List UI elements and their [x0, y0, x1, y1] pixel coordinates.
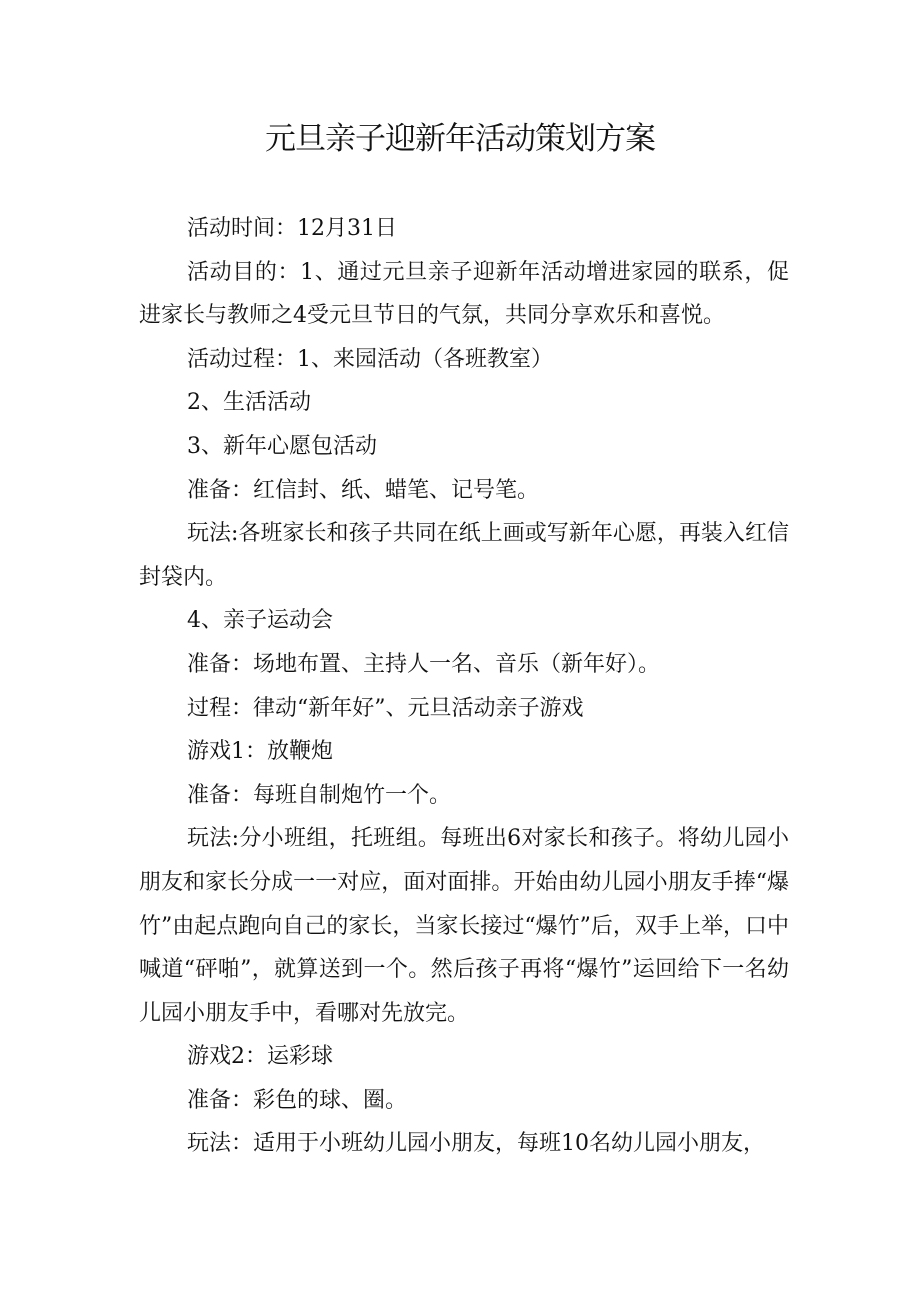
paragraph-game-1-prep: 准备：每班自制炮竹一个。	[187, 782, 452, 808]
paragraph-life-activity: 2、生活活动	[187, 390, 311, 416]
paragraph-sports-meet-prep: 准备：场地布置、主持人一名、音乐（新年好）。	[187, 651, 661, 677]
document-body	[139, 207, 789, 1166]
paragraph-game-2-prep: 准备：彩色的球、圈。	[187, 1087, 408, 1113]
paragraph-game-1-rules: 玩法:分小班组，托班组。每班出6对家长和孩子。将幼儿园小朋友和家长分成一一对应，面对面排。开始由幼儿园小朋友手捧“爆竹”由起点跑向自己的家长，当家长接过“爆竹”后，双手上举，口中喊道“砰啪”，就算送到一个。然后孩子再将“爆竹”运回给下一名幼儿园小朋友手中，看哪对先放完。	[139, 826, 789, 1026]
paragraph-game-1-title: 游戏1：放鞭炮	[187, 739, 333, 765]
paragraph-game-2-rules: 玩法：适用于小班幼儿园小朋友，每班10名幼儿园小朋友，	[187, 1131, 765, 1157]
paragraph-wish-bag: 3、新年心愿包活动	[187, 433, 377, 459]
paragraph-wish-bag-rules: 玩法:各班家长和孩子共同在纸上画或写新年心愿，再装入红信封袋内。	[139, 521, 789, 590]
document-title: 元旦亲子迎新年活动策划方案	[265, 121, 655, 157]
paragraph-activity-time: 活动时间：12月31日	[187, 216, 397, 241]
paragraph-activity-goal: 活动目的：1、通过元旦亲子迎新年活动增进家园的联系，促进家长与教师之4受元旦节日的气氛，共同分享欢乐和喜悦。	[139, 259, 789, 329]
paragraph-sports-meet-process: 过程：律动“新年好”、元旦活动亲子游戏	[187, 695, 584, 721]
paragraph-wish-bag-prep: 准备：红信封、纸、蜡笔、记号笔。	[187, 477, 540, 503]
paragraph-game-2-title: 游戏2：运彩球	[187, 1044, 333, 1070]
paragraph-sports-meet: 4、亲子运动会	[187, 608, 333, 634]
paragraph-activity-process: 活动过程：1、来园活动（各班教室）	[187, 346, 553, 372]
